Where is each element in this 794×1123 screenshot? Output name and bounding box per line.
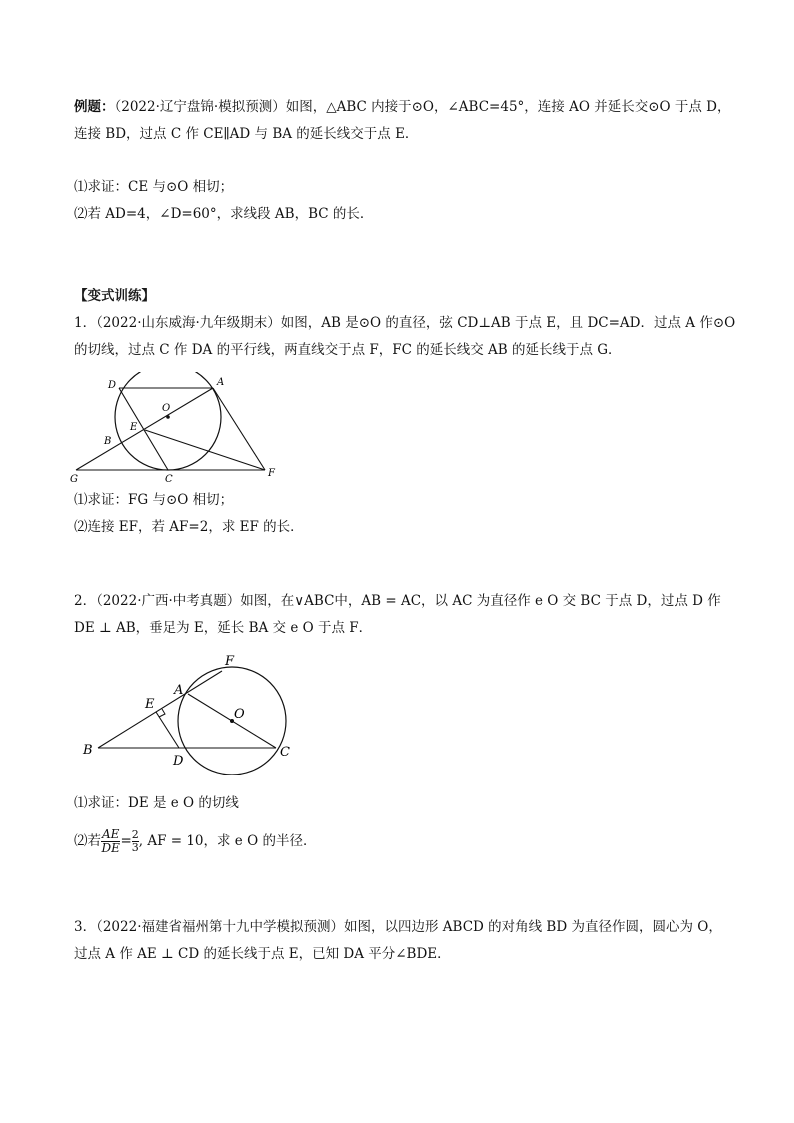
p2-label-c: C [280, 745, 290, 760]
p2-label-b: B [83, 743, 93, 758]
example-text-1: （2022·辽宁盘锦·模拟预测）如图，△ABC 内接于⊙O，∠ABC=45°，连接 AO 并延长交⊙O 于点 D， [114, 99, 731, 115]
p2-label-a: A [174, 683, 184, 698]
example-line-2: 连接 BD，过点 C 作 CE∥AD 与 BA 的延长线交于点 E． [74, 126, 419, 142]
problem-1-line-2: 的切线，过点 C 作 DA 的平行线，两直线交于点 F，FC 的延长线交 AB 的延长线于点 G． [74, 342, 622, 358]
problem-2-figure [80, 650, 300, 775]
section-title: 【变式训练】 [74, 288, 155, 304]
p2-q2-suffix: , AF = 10，求 e O 的半径． [138, 833, 317, 849]
p1-line-ag [76, 388, 213, 470]
p2-q2-frac-denominator: 3 [131, 841, 139, 854]
problem-1-question-1: ⑴求证：FG 与⊙O 相切； [74, 492, 234, 508]
p2-q2-frac-numerator: 2 [131, 828, 139, 841]
p2-q2-denominator: DE [101, 841, 120, 855]
problem-2-question-2 [74, 826, 316, 856]
p2-label-d: D [173, 754, 184, 769]
p1-label-c: C [165, 474, 173, 485]
p1-label-f: F [268, 468, 275, 479]
p1-center-dot [166, 415, 170, 419]
p1-tangent-af [213, 388, 265, 470]
problem-2-question-1: ⑴求证：DE 是 e O 的切线 [74, 795, 239, 811]
p1-label-b: B [104, 436, 112, 447]
p2-q2-fraction-2-3 [132, 829, 139, 854]
p1-label-e: E [130, 422, 138, 433]
p1-label-o: O [162, 403, 171, 414]
problem-1-line-1: 1．（2022·山东威海·九年级期末）如图，AB 是⊙O 的直径，弦 CD⊥AB 于点 E，且 DC=AD．过点 A 作⊙O [74, 315, 736, 331]
problem-2-line-1: 2．（2022·广西·中考真题）如图，在∨ABC中，AB = AC，以 AC 为直径作 e O 交 BC 于点 D，过点 D 作 [74, 593, 721, 609]
p2-q2-numerator: AE [102, 827, 120, 841]
example-line-1 [74, 98, 730, 116]
p2-label-o: O [234, 707, 245, 722]
p1-label-a: A [217, 377, 225, 388]
p2-line-bf [98, 671, 222, 748]
example-question-1: ⑴求证：CE 与⊙O 相切； [74, 179, 234, 195]
p2-line-de [156, 712, 179, 748]
p2-q2-prefix: ⑵若 [74, 833, 101, 849]
problem-3-line-2: 过点 A 作 AE ⊥ CD 的延长线于点 E，已知 DA 平分∠BDE． [74, 946, 451, 962]
problem-1-figure [70, 372, 285, 488]
p2-q2-fraction-ae-de [101, 828, 120, 855]
p2-label-e: E [145, 697, 155, 712]
example-label: 例题： [74, 99, 115, 115]
p2-label-f: F [225, 654, 235, 669]
problem-3-line-1: 3．（2022·福建省福州第十九中学模拟预测）如图，以四边形 ABCD 的对角线 BD 为直径作圆，圆心为 O， [74, 919, 722, 935]
p1-label-g: G [70, 474, 78, 485]
example-question-2: ⑵若 AD=4，∠D=60°，求线段 AB，BC 的长． [74, 206, 374, 222]
problem-1-question-2: ⑵连接 EF，若 AF=2，求 EF 的长． [74, 519, 304, 535]
p1-label-d: D [108, 380, 117, 391]
problem-2-line-2: DE ⊥ AB，垂足为 E，延长 BA 交 e O 于点 F． [74, 620, 373, 636]
p1-circle [115, 372, 221, 470]
p1-line-ef [145, 430, 265, 470]
p2-q2-equals: = [120, 833, 132, 849]
